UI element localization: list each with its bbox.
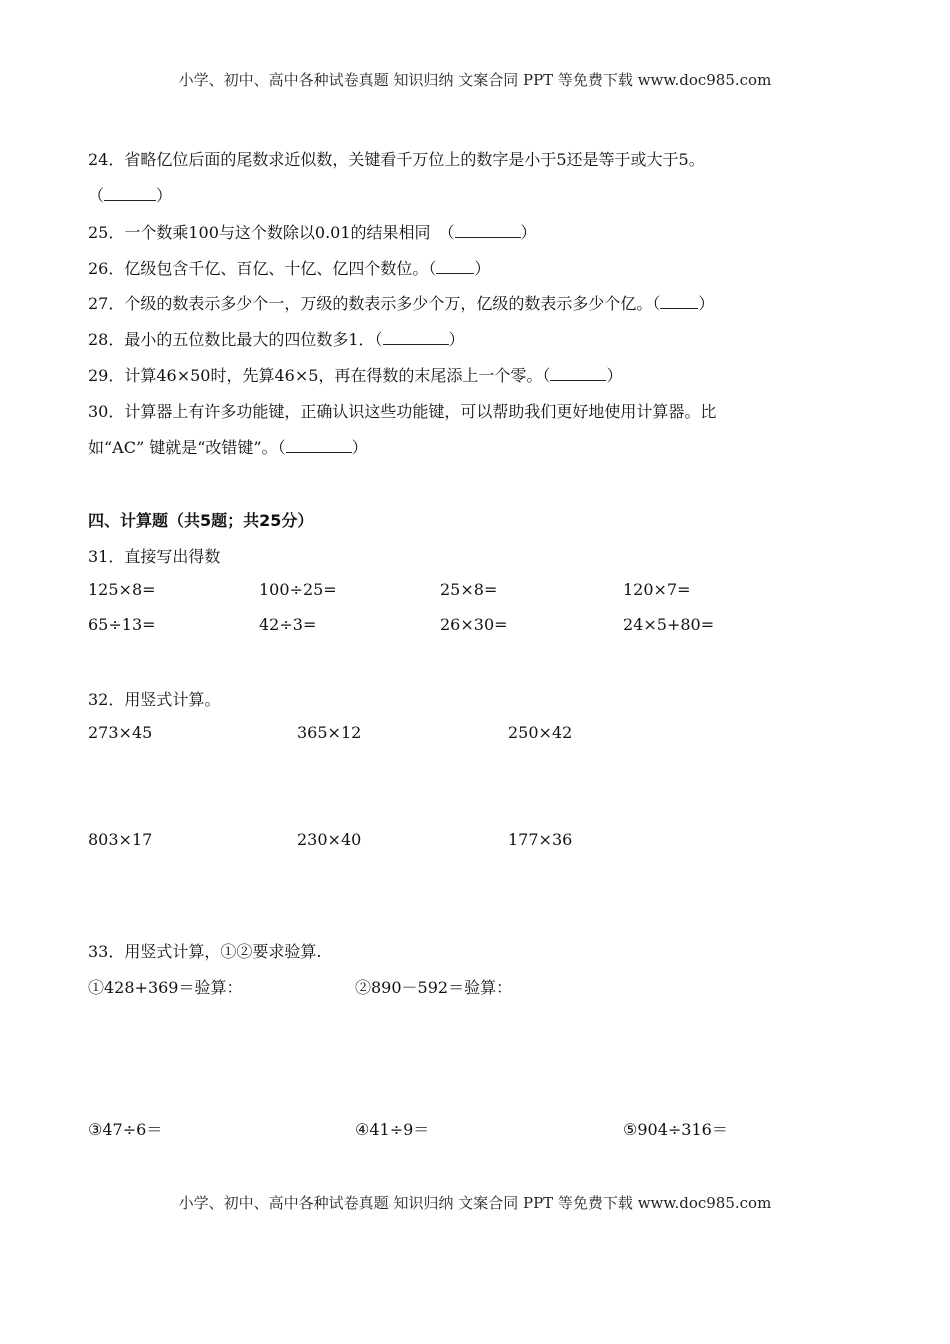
- answer-blank[interactable]: [660, 294, 698, 309]
- question-29-text: 29．计算46×50时，先算46×5，再在得数的末尾添上一个零。（: [88, 366, 551, 385]
- q32-item: 803×17: [88, 830, 153, 849]
- question-25: [88, 220, 537, 243]
- question-28: [88, 327, 465, 350]
- q31-item: 120×7=: [623, 580, 691, 599]
- question-24-answer: [88, 183, 172, 206]
- question-24-text: 24．省略亿位后面的尾数求近似数，关键看千万位上的数字是小于5还是等于或大于5。: [88, 150, 705, 169]
- paren-close: ）: [698, 294, 715, 313]
- question-30-text-2: 如“AC” 键就是“改错键”。（: [88, 438, 286, 457]
- answer-blank[interactable]: [104, 186, 156, 201]
- question-29: [88, 363, 622, 386]
- q33-item: ③47÷6＝: [88, 1120, 163, 1139]
- paren-open: （: [88, 186, 105, 205]
- paren-close: ）: [606, 366, 623, 385]
- q31-item: 65÷13=: [88, 615, 156, 634]
- question-27-text: 27．个级的数表示多少个一，万级的数表示多少个万，亿级的数表示多少个亿。（: [88, 294, 661, 313]
- question-33-title: 33．用竖式计算，①②要求验算.: [88, 942, 322, 961]
- question-27: [88, 291, 714, 314]
- paren-close: ）: [448, 330, 465, 349]
- q31-item: 125×8=: [88, 580, 156, 599]
- question-31-title: 31．直接写出得数: [88, 547, 221, 566]
- answer-blank[interactable]: [550, 366, 606, 381]
- question-30: [88, 399, 716, 422]
- paren-close: ）: [156, 186, 173, 205]
- answer-blank[interactable]: [383, 330, 449, 345]
- page-footer: 小学、初中、高中各种试卷真题 知识归纳 文案合同 PPT 等免费下载 www.doc985.com: [178, 1194, 772, 1212]
- q33-item: ⑤904÷316＝: [623, 1120, 728, 1139]
- question-32-title: 32．用竖式计算。: [88, 690, 221, 709]
- q32-item: 230×40: [297, 830, 362, 849]
- q31-item: 25×8=: [440, 580, 498, 599]
- q33-item: ②890－592＝验算：: [355, 978, 513, 997]
- answer-blank[interactable]: [436, 259, 474, 274]
- q31-item: 100÷25=: [259, 580, 337, 599]
- question-30-line2: [88, 435, 368, 458]
- question-24: [88, 147, 705, 170]
- section-title: 四、计算题（共5题；共25分）: [88, 511, 314, 530]
- q33-item: ④41÷9＝: [355, 1120, 430, 1139]
- q31-item: 26×30=: [440, 615, 508, 634]
- paren-close: ）: [351, 438, 368, 457]
- answer-blank[interactable]: [455, 223, 521, 238]
- question-26-text: 26．亿级包含千亿、百亿、十亿、亿四个数位。（: [88, 259, 437, 278]
- question-30-text: 30．计算器上有许多功能键，正确认识这些功能键，可以帮助我们更好地使用计算器。比: [88, 402, 717, 421]
- q32-item: 365×12: [297, 723, 362, 742]
- question-28-text: 28．最小的五位数比最大的四位数多1．（: [88, 330, 383, 349]
- question-25-text: 25．一个数乘100与这个数除以0.01的结果相同 （: [88, 223, 455, 242]
- q32-item: 177×36: [508, 830, 573, 849]
- q33-item: ①428+369＝验算：: [88, 978, 243, 997]
- q32-item: 273×45: [88, 723, 153, 742]
- q32-item: 250×42: [508, 723, 573, 742]
- q31-item: 42÷3=: [259, 615, 317, 634]
- paren-close: ）: [474, 259, 491, 278]
- q31-item: 24×5+80=: [623, 615, 715, 634]
- question-26: [88, 256, 490, 279]
- paren-close: ）: [520, 223, 537, 242]
- page-header: 小学、初中、高中各种试卷真题 知识归纳 文案合同 PPT 等免费下载 www.doc985.com: [178, 71, 772, 89]
- answer-blank[interactable]: [286, 438, 352, 453]
